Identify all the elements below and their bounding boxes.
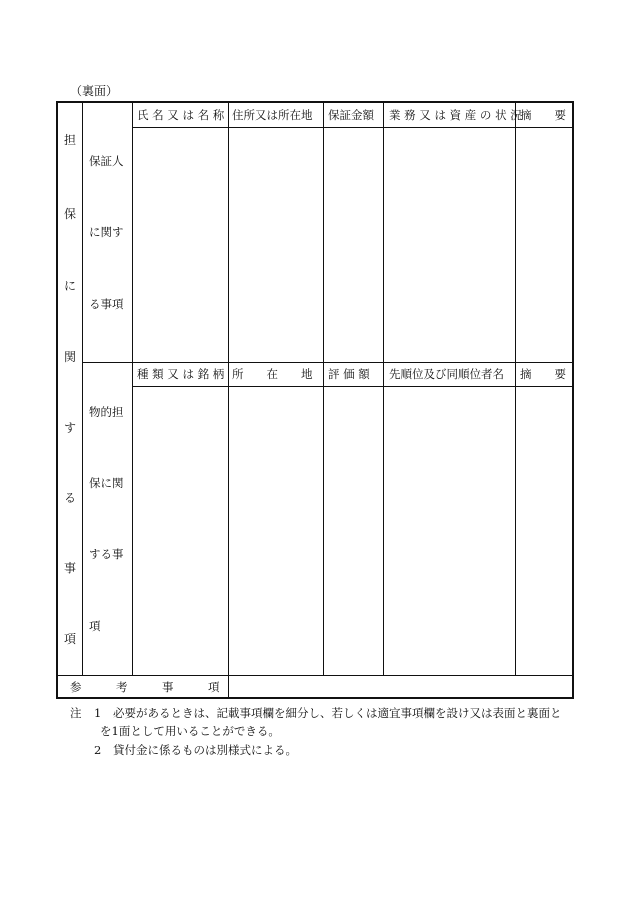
note-text: を1面として用いることができる。 [100, 724, 280, 738]
collateral-form-table [56, 101, 574, 699]
header-name: 氏 名 又 は 名 称 [137, 108, 225, 122]
col-divider-3 [383, 103, 384, 675]
reference-label-char: 項 [208, 680, 220, 694]
col-divider-2 [323, 103, 324, 675]
reference-label-char: 考 [116, 680, 128, 694]
section-divider [82, 362, 574, 363]
guarantor-label-line: る事項 [89, 297, 124, 311]
note-number: 1 [94, 706, 102, 720]
header-remarks: 摘 要 [520, 367, 566, 381]
outer-label-char: る [63, 491, 76, 505]
note-number: 2 [94, 743, 102, 757]
outer-label-char: に [63, 279, 76, 293]
outer-label-char: 項 [63, 632, 76, 646]
header-valuation: 評 価 額 [328, 367, 370, 381]
collateral-label-line: する事 [89, 547, 124, 561]
outer-label-char: 保 [63, 207, 76, 221]
header-type-brand: 種 類 又 は 銘 柄 [137, 367, 225, 381]
reference-label-char: 事 [162, 680, 174, 694]
sub-label-divider [132, 103, 133, 675]
collateral-label-line: 保に関 [89, 476, 124, 490]
header-business-status: 業 務 又 は 資 産 の 状 況 [389, 108, 522, 122]
collateral-header-rule [132, 386, 574, 387]
collateral-label-line: 物的担 [89, 405, 124, 419]
header-guarantee-amount: 保証金額 [328, 108, 374, 122]
outer-label-char: 事 [63, 561, 76, 575]
header-address: 住所又は所在地 [232, 108, 313, 122]
outer-label-char: す [63, 421, 76, 435]
col-divider-4 [515, 103, 516, 675]
note-text: 必要があるときは、記載事項欄を細分し、若しくは適宜事項欄を設け又は表面と裏面と [113, 706, 562, 720]
guarantor-label-line: 保証人 [89, 154, 124, 168]
header-prior-ranking: 先順位及び同順位者名 [389, 367, 504, 381]
collateral-label-line: 項 [89, 619, 101, 633]
notes-prefix: 注 [70, 706, 82, 720]
guarantor-label-line: に関す [89, 225, 124, 239]
guarantor-header-rule [132, 127, 574, 128]
outer-label-char: 担 [63, 133, 76, 147]
reference-label-char: 参 [70, 680, 82, 694]
header-remarks: 摘 要 [520, 108, 566, 122]
note-text: 貸付金に係るものは別様式による。 [113, 743, 297, 757]
col-divider-1 [228, 103, 229, 699]
outer-label-char: 関 [63, 350, 76, 364]
header-location: 所 在 地 [232, 367, 313, 381]
reference-row-rule [58, 675, 574, 676]
page-side-caption: （裏面） [70, 84, 119, 98]
outer-label-divider [82, 103, 83, 675]
